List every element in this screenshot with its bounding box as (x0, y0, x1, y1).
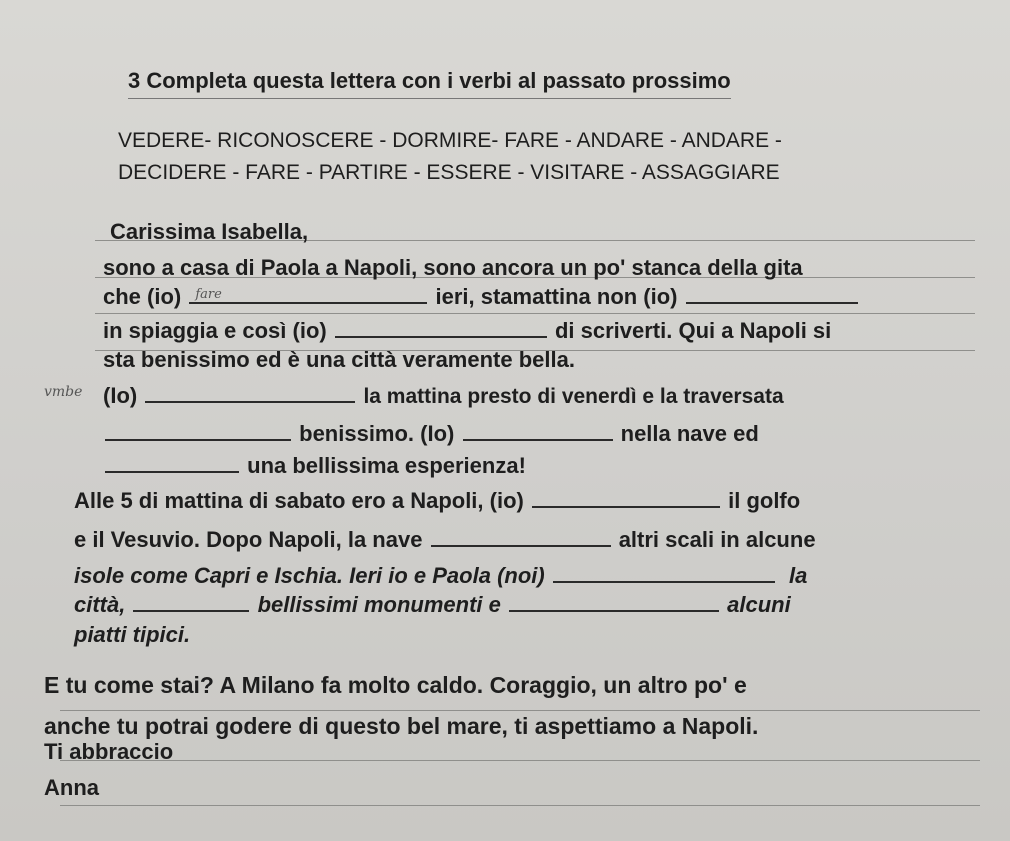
letter-text: ieri, stamattina non (io) (435, 284, 678, 309)
letter-line-14: anche tu potrai godere di questo bel mare, ti aspettiamo a Napoli. (44, 713, 759, 739)
letter-text: alcuni (727, 592, 791, 617)
letter-closing: Ti abbraccio (44, 739, 174, 764)
letter-signature: Anna (44, 775, 99, 800)
letter-text: in spiaggia e così (io) (103, 318, 327, 343)
answer-blank-11[interactable] (133, 592, 249, 612)
answer-blank-6[interactable] (463, 421, 613, 441)
answer-blank-5[interactable] (105, 421, 291, 441)
letter-text: città, (74, 592, 126, 617)
answer-blank-9[interactable] (431, 527, 611, 547)
letter-line-7 (103, 453, 526, 479)
answer-blank-2[interactable] (686, 284, 858, 304)
letter-greeting: Carissima Isabella, (110, 219, 309, 244)
letter-text: altri scali in alcune (618, 527, 816, 552)
letter-text: il golfo (728, 488, 801, 513)
letter-text: la mattina presto di venerdì e la traversata (363, 385, 784, 408)
letter-text: e il Vesuvio. Dopo Napoli, la nave (74, 527, 423, 552)
letter-line-3 (103, 318, 831, 344)
handwritten-note: fare (195, 287, 222, 302)
exercise-title: 3 Completa questa lettera con i verbi al passato prossimo (128, 68, 731, 99)
page-rule (60, 760, 980, 761)
verb-list-line-2: DECIDERE - FARE - PARTIRE - ESSERE - VISITARE - ASSAGGIARE (118, 161, 780, 184)
letter-line-12: piatti tipici. (74, 622, 191, 647)
page-rule (60, 710, 980, 711)
letter-line-2 (103, 284, 860, 310)
letter-text: benissimo. (Io) (299, 421, 455, 446)
answer-blank-1[interactable] (189, 284, 427, 304)
answer-blank-7[interactable] (105, 453, 239, 473)
letter-text: una bellissima esperienza! (247, 453, 526, 478)
letter-line-13: E tu come stai? A Milano fa molto caldo. Coraggio, un altro po' e (44, 672, 747, 698)
page-rule (60, 805, 980, 806)
verb-list-line-1: VEDERE- RICONOSCERE - DORMIRE- FARE - ANDARE - ANDARE - (118, 129, 782, 152)
letter-line-10 (74, 563, 807, 589)
letter-text: che (io) (103, 284, 182, 309)
letter-text: (Io) (103, 383, 138, 408)
margin-scribble: vmbe (44, 384, 83, 400)
letter-text: nella nave ed (620, 421, 759, 446)
letter-line-11 (74, 592, 791, 618)
letter-text: di scriverti. Qui a Napoli si (554, 318, 832, 343)
answer-blank-10[interactable] (553, 563, 775, 583)
letter-text: la (788, 563, 808, 588)
letter-line-4: sta benissimo ed è una città veramente bella. (103, 347, 575, 372)
letter-line-1: sono a casa di Paola a Napoli, sono ancora un po' stanca della gita (103, 255, 803, 280)
letter-text: Alle 5 di mattina di sabato ero a Napoli, (io) (74, 488, 524, 513)
letter-line-9 (74, 527, 816, 553)
answer-blank-8[interactable] (532, 488, 720, 508)
answer-blank-4[interactable] (145, 383, 355, 403)
letter-line-5 (103, 383, 784, 410)
letter-line-6 (103, 421, 759, 447)
letter-text: isole come Capri e Ischia. Ieri io e Paola (noi) (74, 563, 545, 588)
answer-blank-12[interactable] (509, 592, 719, 612)
letter-line-8 (74, 488, 800, 514)
letter-text: bellissimi monumenti e (257, 592, 501, 617)
page-rule (95, 313, 975, 314)
answer-blank-3[interactable] (335, 318, 547, 338)
